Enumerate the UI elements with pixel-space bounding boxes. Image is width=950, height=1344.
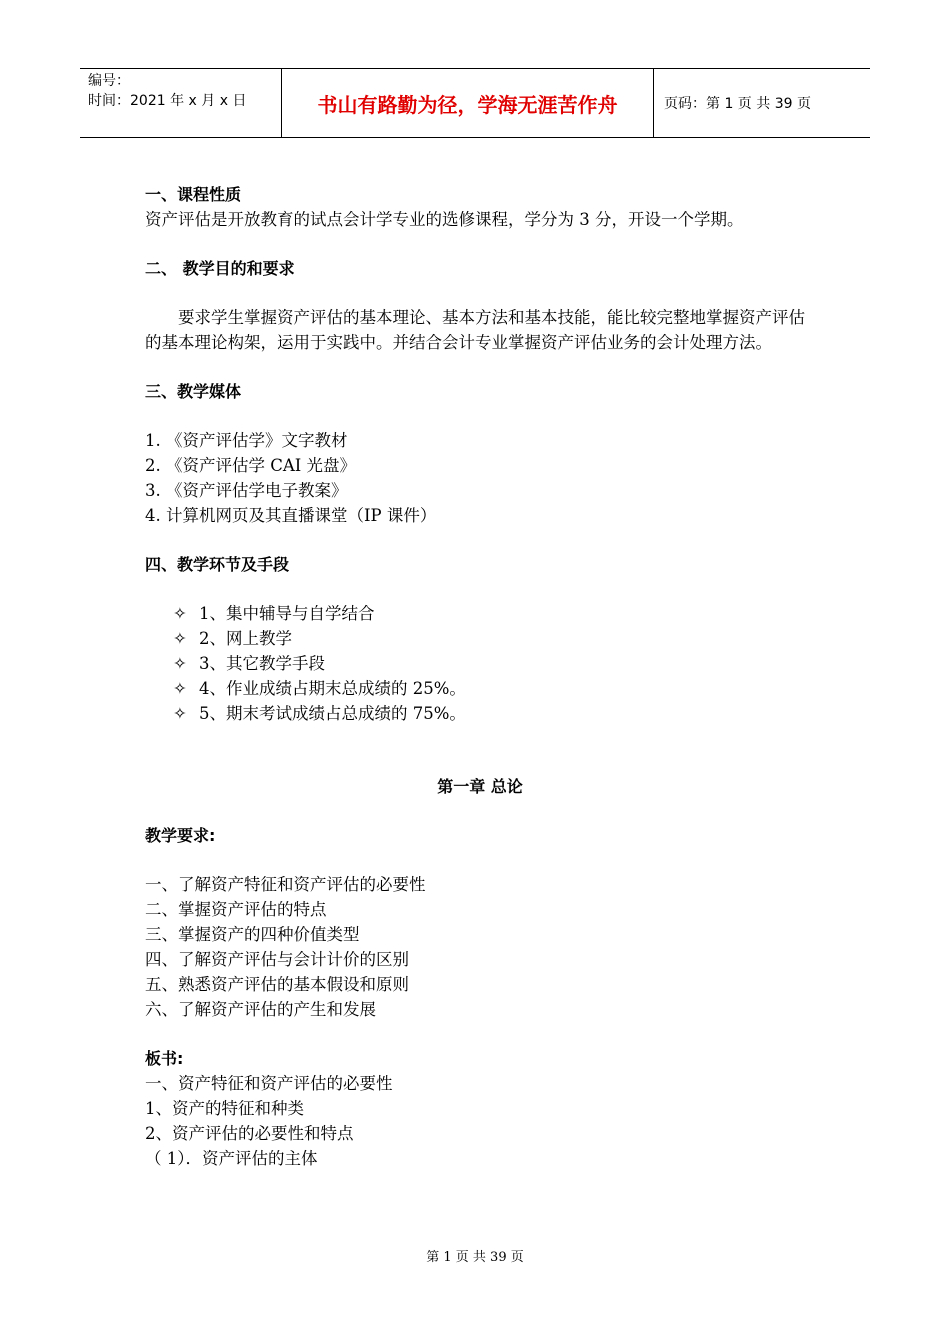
list-item: 六、了解资产评估的产生和发展 <box>145 1000 376 1019</box>
list-item: 二、掌握资产评估的特点 <box>145 900 327 919</box>
list-item: ✧ 4、作业成绩占期末总成绩的 25%。 <box>145 676 815 701</box>
diamond-bullet-icon: ✧ <box>173 679 187 698</box>
list-item: ✧ 2、网上教学 <box>145 626 815 651</box>
diamond-bullet-icon: ✧ <box>173 654 187 673</box>
list-item: 1、资产的特征和种类 <box>145 1099 304 1118</box>
list-item: 四、了解资产评估与会计计价的区别 <box>145 950 409 969</box>
list-item: 一、了解资产特征和资产评估的必要性 <box>145 875 426 894</box>
diamond-bullet-icon: ✧ <box>173 629 187 648</box>
page-header <box>80 68 870 138</box>
header-motto: 书山有路勤为径，学海无涯苦作舟 <box>282 69 654 137</box>
header-meta <box>80 69 282 137</box>
list-item: ✧ 3、其它教学手段 <box>145 651 815 676</box>
page-footer: 第 1 页 共 39 页 <box>426 1250 524 1265</box>
list-item: 1. 《资产评估学》文字教材 <box>145 431 348 450</box>
section-title: 四、教学环节及手段 <box>145 555 290 574</box>
list-item: 一、资产特征和资产评估的必要性 <box>145 1074 393 1093</box>
section-title: 一、课程性质 <box>145 185 242 204</box>
document-body <box>145 182 815 1171</box>
list-item: 2、资产评估的必要性和特点 <box>145 1124 354 1143</box>
list-item: 2. 《资产评估学 CAI 光盘》 <box>145 456 357 475</box>
number-label: 编号： <box>88 73 130 89</box>
list-item: （ 1）．资产评估的主体 <box>145 1149 318 1168</box>
list-item: 3. 《资产评估学电子教案》 <box>145 481 348 500</box>
time-label: 时间：2021 年 x 月 x 日 <box>88 93 247 109</box>
board-title: 板书: <box>145 1049 184 1068</box>
header-page-info: 页码：第 1 页 共 39 页 <box>664 96 811 112</box>
paragraph: 要求学生掌握资产评估的基本理论、基本方法和基本技能，能比较完整地掌握资产评估的基本理论构架，运用于实践中。并结合会计专业掌握资产评估业务的会计处理方法。 <box>145 308 805 352</box>
section-title: 二、 教学目的和要求 <box>145 259 295 278</box>
diamond-bullet-icon: ✧ <box>173 704 187 723</box>
paragraph: 资产评估是开放教育的试点会计学专业的选修课程，学分为 3 分，开设一个学期。 <box>145 210 744 229</box>
section-title: 三、教学媒体 <box>145 382 242 401</box>
list-item: 4. 计算机网页及其直播课堂（IP 课件） <box>145 506 437 525</box>
list-item: 三、掌握资产的四种价值类型 <box>145 925 360 944</box>
list-item: 五、熟悉资产评估的基本假设和原则 <box>145 975 409 994</box>
diamond-bullet-icon: ✧ <box>173 604 187 623</box>
chapter-title: 第一章 总论 <box>437 777 523 796</box>
list-item: ✧ 5、期末考试成绩占总成绩的 75%。 <box>145 701 815 726</box>
list-item: ✧ 1、集中辅导与自学结合 <box>145 601 815 626</box>
requirements-title: 教学要求: <box>145 826 216 845</box>
